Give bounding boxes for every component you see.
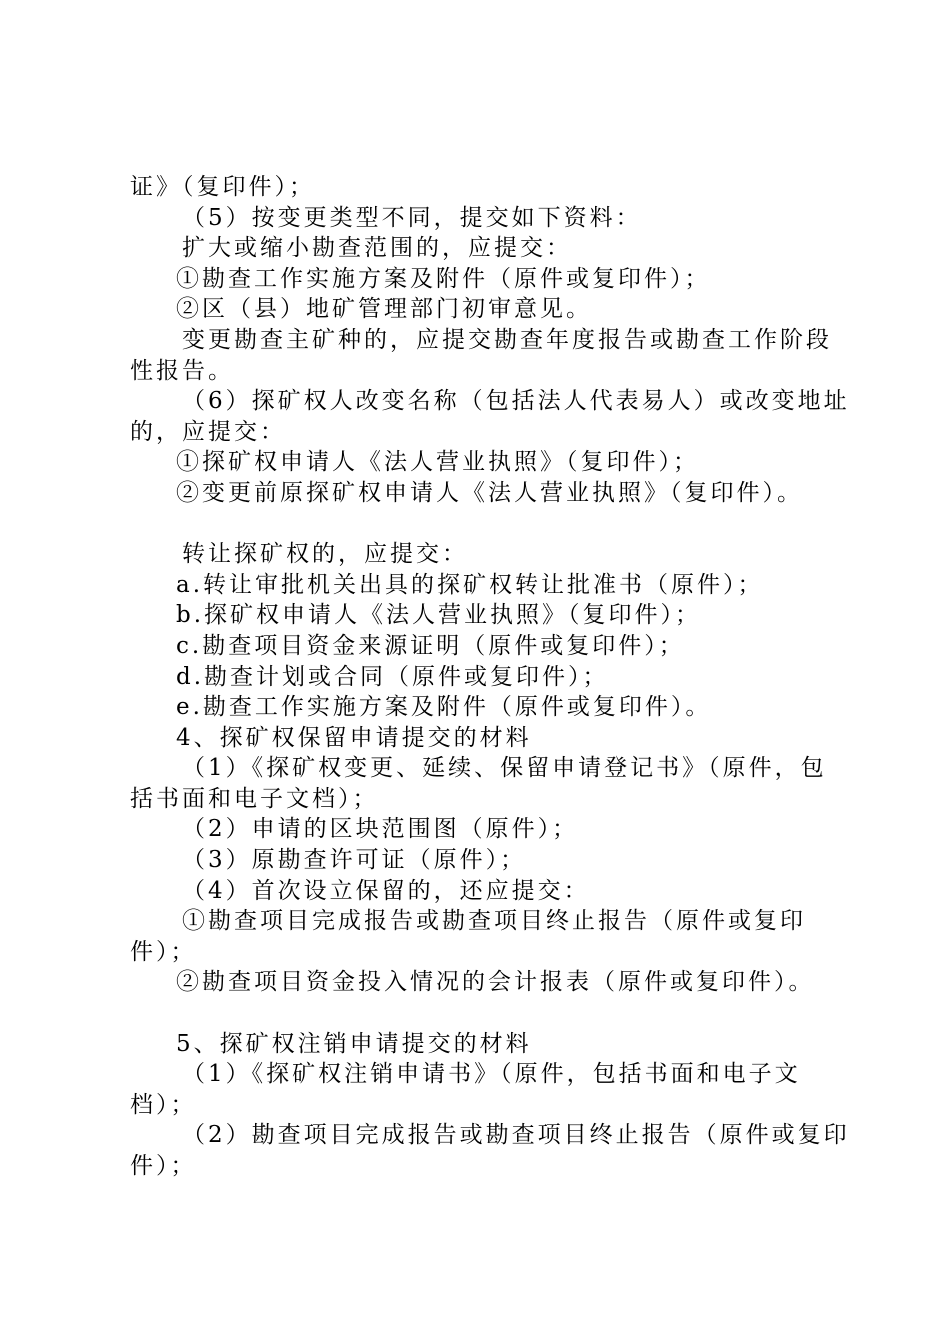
text-line: 变更勘查主矿种的，应提交勘查年度报告或勘查工作阶段 — [182, 326, 832, 353]
text-line: （3）原勘查许可证（原件）； — [182, 847, 527, 874]
text-line: （1）《探矿权注销申请书》（原件，包括书面和电子文 — [182, 1061, 801, 1088]
section-heading: 5、探矿权注销申请提交的材料 — [176, 1030, 532, 1057]
text-line: 扩大或缩小勘查范围的，应提交： — [182, 235, 572, 262]
text-line: b.探矿权申请人《法人营业执照》（复印件）； — [176, 602, 702, 629]
blank-line — [130, 509, 836, 540]
text-line: 件）； — [130, 938, 197, 965]
text-line: （2）勘查项目完成报告或勘查项目终止报告（原件或复印 — [182, 1122, 850, 1149]
text-line: ①勘查项目完成报告或勘查项目终止报告（原件或复印 — [182, 908, 806, 935]
text-line: 转让探矿权的，应提交： — [182, 541, 468, 568]
section-heading: 4、探矿权保留申请提交的材料 — [176, 724, 532, 751]
text-line: e.勘查工作实施方案及附件（原件或复印件）。 — [176, 694, 712, 721]
text-line: ②勘查项目资金投入情况的会计报表（原件或复印件）。 — [176, 969, 815, 996]
text-line: 件）； — [130, 1153, 197, 1179]
text-line: ②区（县）地矿管理部门初审意见。 — [176, 296, 592, 323]
text-line: （6）探矿权人改变名称（包括法人代表易人）或改变地址 — [182, 388, 850, 415]
text-line: 性报告。 — [130, 357, 234, 384]
text-line: （4）首次设立保留的，还应提交： — [182, 877, 590, 904]
text-line: a.转让审批机关出具的探矿权转让批准书（原件）； — [176, 571, 764, 598]
text-line: 括书面和电子文档）； — [130, 785, 379, 812]
text-line: （5）按变更类型不同，提交如下资料： — [182, 204, 642, 231]
text-line: ①探矿权申请人《法人营业执照》（复印件）； — [176, 449, 699, 476]
document-body — [130, 172, 850, 1182]
text-line: 档）； — [130, 1091, 197, 1118]
text-line: （2）申请的区块范围图（原件）； — [182, 816, 579, 843]
text-line: 的，应提交： — [130, 418, 286, 445]
text-line: ①勘查工作实施方案及附件（原件或复印件）； — [176, 265, 711, 292]
text-line: 证》（复印件）； — [130, 174, 315, 200]
text-line: d.勘查计划或合同（原件或复印件）； — [176, 663, 609, 690]
blank-line — [130, 998, 836, 1029]
text-line: c.勘查项目资金来源证明（原件或复印件）； — [176, 632, 685, 659]
text-line: ②变更前原探矿权申请人《法人营业执照》（复印件）。 — [176, 479, 803, 506]
text-line: （1）《探矿权变更、延续、保留申请登记书》（原件，包 — [182, 755, 827, 782]
